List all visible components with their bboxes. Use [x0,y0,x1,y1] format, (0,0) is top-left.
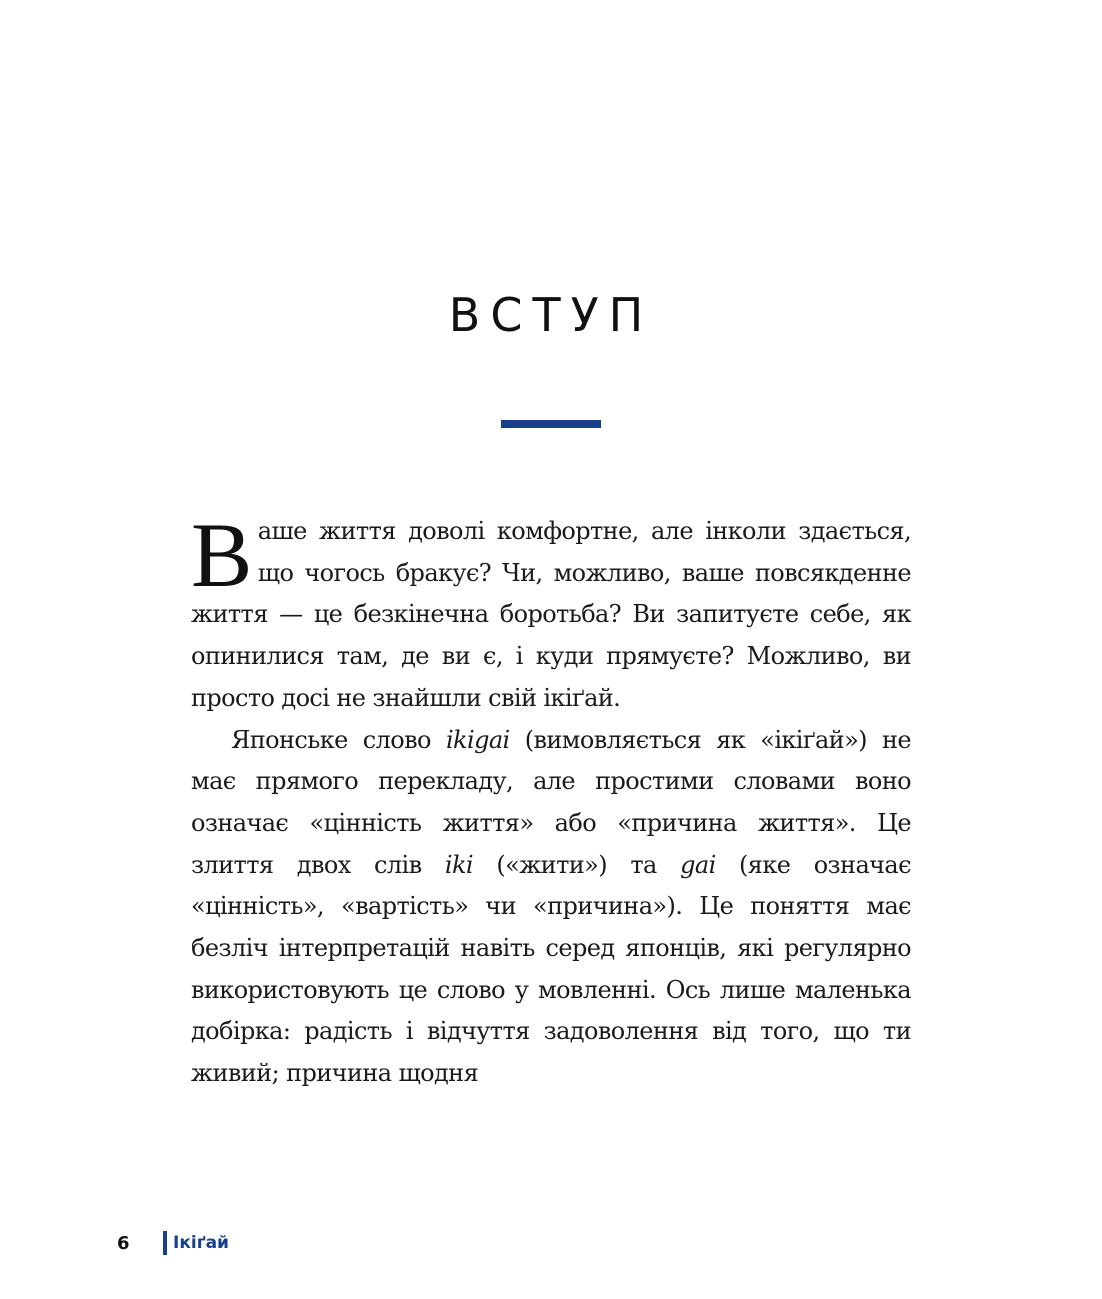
footer-divider [163,1231,167,1255]
page-number: 6 [117,1232,130,1254]
paragraph-2-part-d: (яке означає «цінність», «вартість» чи «причина»). Це поняття має безліч інтерпретацій навіть серед японців, які регулярно використовують це слово у мовленні. Ось лише маленька добірка: радість і відчуття задоволення від того, що ти живий; причина щодня [191,850,911,1088]
paragraph-2-part-b: (вимовляється як «ікіґай») не має прямого перекладу, але простими словами воно означає «цінність життя» або «причина життя». Це злиття двох слів [191,725,911,879]
paragraph-1 [191,504,911,720]
term-gai: gai [680,850,716,879]
chapter-title: ВСТУП [448,288,654,342]
drop-cap: В [191,504,252,606]
running-title: Ікіґай [173,1233,229,1253]
term-iki: iki [444,850,473,879]
page-footer [117,1230,229,1256]
paragraph-2 [191,720,911,1095]
paragraph-1-text: аше життя доволі комфортне, але інколи здається, що чогось бракує? Чи, можливо, ваше повсякденне життя — це безкінечна боротьба? Ви запитуєте себе, як опинилися там, де ви є, і куди прямуєте? Можливо, ви просто досі не знайшли свій ікіґай. [191,517,911,712]
paragraph-2-part-c: («жити») та [472,850,681,879]
title-divider [501,420,601,428]
paragraph-2-part-a: Японське слово [231,725,446,754]
body-text [191,504,911,1095]
term-ikigai: ikigai [445,725,510,754]
